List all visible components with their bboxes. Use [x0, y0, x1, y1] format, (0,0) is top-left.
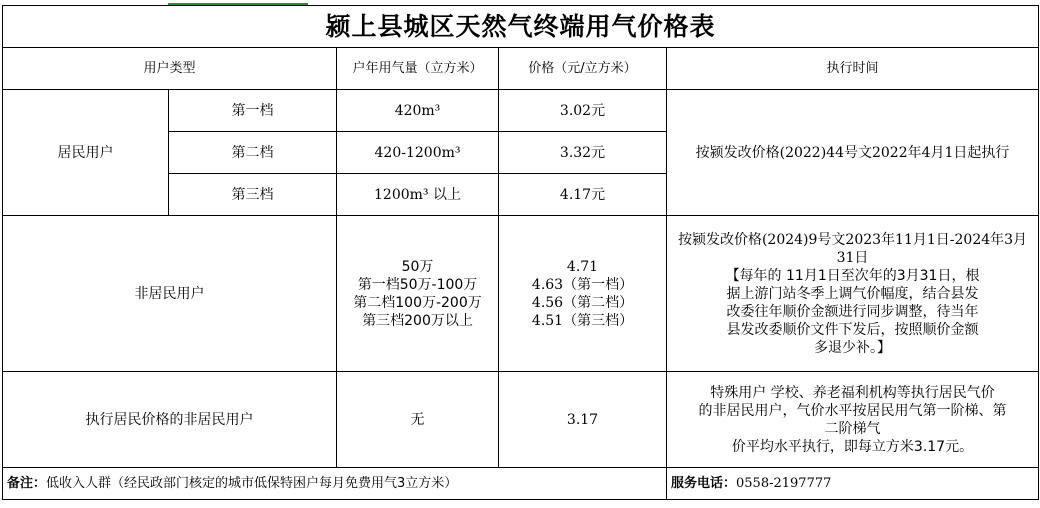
phone-number: 0558-2197777 [736, 475, 832, 491]
header-annual-volume: 户年用气量（立方米） [337, 48, 499, 90]
header-user-type: 用户类型 [3, 48, 337, 90]
effective-line: 【每年的 11月1日至次年的3月31日，根 [725, 267, 980, 284]
price-line: 4.71 [566, 258, 599, 275]
tier-price: 4.17元 [499, 174, 667, 216]
effective-line: 31日 [836, 249, 869, 266]
tier-volume: 420m³ [337, 90, 499, 132]
effective-line: 按颍发改价格(2024)9号文2023年11月1日-2024年3月 [677, 231, 1028, 248]
phone-label: 服务电话： [671, 475, 737, 491]
special-user-effective [667, 372, 1039, 468]
non-residential-effective [667, 216, 1039, 372]
title-row [3, 6, 1039, 48]
residential-effective: 按颍发改价格(2022)44号文2022年4月1日起执行 [667, 90, 1039, 216]
tier-price: 3.02元 [499, 90, 667, 132]
footer-note [3, 468, 667, 500]
note-text: 低收入人群（经民政部门核定的城市低保特困户每月免费用气3立方米） [46, 475, 458, 491]
price-line: 4.56（第二档） [531, 294, 634, 311]
footer-phone [667, 468, 1039, 500]
effective-line: 价平均水平执行，即每立方米3.17元。 [731, 438, 974, 455]
tier-price: 3.32元 [499, 132, 667, 174]
price-line: 4.63（第一档） [531, 276, 634, 293]
effective-line: 二阶梯气 [824, 420, 881, 437]
effective-line: 据上游门站冬季上调气价幅度，结合县发 [726, 285, 979, 302]
effective-line: 多退少补。】 [814, 339, 892, 356]
non-residential-prices [499, 216, 667, 372]
header-effective-time: 执行时间 [667, 48, 1039, 90]
tier-name: 第二档 [169, 132, 337, 174]
effective-line: 的非居民用户，气价水平按居民用气第一阶梯、第 [698, 402, 1007, 419]
effective-line: 改委往年顺价金额进行同步调整，待当年 [726, 303, 979, 320]
footer-row [3, 468, 1039, 500]
non-residential-row [3, 216, 1039, 372]
effective-line: 县发改委顺价文件下发后，按照顺价金额 [726, 321, 979, 338]
special-user-label: 执行居民价格的非居民用户 [3, 372, 337, 468]
tier-volume: 420-1200m³ [337, 132, 499, 174]
header-row [3, 48, 1039, 90]
volume-line: 第三档200万以上 [362, 312, 473, 329]
tier-name: 第一档 [169, 90, 337, 132]
header-price: 价格（元/立方米） [499, 48, 667, 90]
residential-tier-row [3, 90, 1039, 132]
price-line: 4.51（第三档） [531, 312, 634, 329]
special-user-volume: 无 [337, 372, 499, 468]
gas-price-table [2, 5, 1039, 500]
non-residential-label: 非居民用户 [3, 216, 337, 372]
non-residential-volumes [337, 216, 499, 372]
page-title: 颍上县城区天然气终端用气价格表 [3, 6, 1039, 48]
special-user-price: 3.17 [499, 372, 667, 468]
effective-line: 特殊用户 学校、养老福利机构等执行居民气价 [710, 384, 995, 401]
note-label: 备注： [7, 475, 47, 491]
volume-line: 第二档100万-200万 [353, 294, 482, 311]
special-user-row [3, 372, 1039, 468]
residential-label: 居民用户 [3, 90, 169, 216]
volume-line: 第一档50万-100万 [357, 276, 478, 293]
tier-name: 第三档 [169, 174, 337, 216]
volume-line: 50万 [401, 258, 434, 275]
tier-volume: 1200m³ 以上 [337, 174, 499, 216]
